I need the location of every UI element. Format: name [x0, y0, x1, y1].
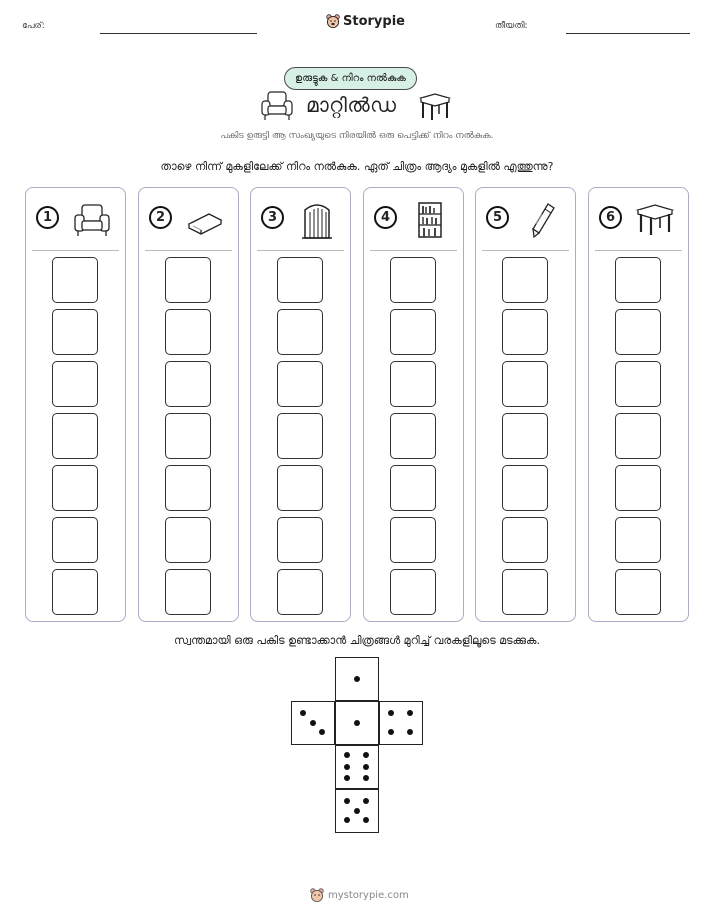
color-box[interactable]: [390, 413, 436, 459]
bear-icon: [326, 14, 340, 29]
column-number: 4: [374, 206, 397, 229]
color-box[interactable]: [502, 569, 548, 615]
stool-icon: [635, 200, 675, 240]
pencil-icon: [522, 200, 562, 240]
dice-face-5: [335, 789, 379, 833]
dice-pip: [344, 775, 350, 781]
footer-url[interactable]: mystorypie.com: [328, 890, 409, 901]
column-number: 5: [486, 206, 509, 229]
activity-tag: ഉരുട്ടുക & നിറം നൽകുക: [284, 67, 417, 90]
color-box[interactable]: [390, 569, 436, 615]
color-box[interactable]: [165, 309, 211, 355]
color-box[interactable]: [615, 465, 661, 511]
color-box[interactable]: [502, 413, 548, 459]
color-box[interactable]: [52, 361, 98, 407]
column-number: 3: [261, 206, 284, 229]
color-box[interactable]: [390, 257, 436, 303]
color-box[interactable]: [277, 517, 323, 563]
dice-pip: [388, 729, 394, 735]
color-box[interactable]: [390, 465, 436, 511]
column-number: 2: [149, 206, 172, 229]
bear-icon: [310, 888, 324, 903]
dice-pip: [388, 710, 394, 716]
stool-icon: [418, 92, 452, 122]
dice-pip: [344, 764, 350, 770]
color-box[interactable]: [52, 569, 98, 615]
column-divider: [595, 250, 682, 251]
column-divider: [32, 250, 119, 251]
color-box[interactable]: [390, 309, 436, 355]
color-box[interactable]: [502, 465, 548, 511]
color-box[interactable]: [277, 257, 323, 303]
dice-face-4: [379, 701, 423, 745]
color-box[interactable]: [52, 517, 98, 563]
color-box[interactable]: [615, 517, 661, 563]
dice-pip: [363, 798, 369, 804]
column-4: [363, 187, 464, 622]
date-label: തീയതി:: [495, 21, 528, 31]
color-box[interactable]: [615, 361, 661, 407]
question: താഴെ നിന്ന് മുകളിലേക്ക് നിറം നൽകുക. ഏത് ചിത്രം ആദ്യം മുകളിൽ എത്തുന്നു?: [160, 160, 554, 173]
column-1: [25, 187, 126, 622]
column-3: [250, 187, 351, 622]
color-box[interactable]: [277, 361, 323, 407]
color-box[interactable]: [390, 517, 436, 563]
dice-pip: [344, 752, 350, 758]
dice-pip: [354, 720, 360, 726]
column-divider: [257, 250, 344, 251]
brand-logo: [326, 14, 405, 29]
dice-pip: [344, 817, 350, 823]
color-box[interactable]: [52, 413, 98, 459]
door-icon: [297, 200, 337, 240]
column-5: [475, 187, 576, 622]
page-title: മാറ്റിൽഡ: [306, 93, 397, 117]
color-box[interactable]: [502, 309, 548, 355]
color-box[interactable]: [615, 413, 661, 459]
color-box[interactable]: [277, 413, 323, 459]
color-box[interactable]: [277, 465, 323, 511]
dice-pip: [344, 798, 350, 804]
book-icon: [185, 200, 225, 240]
dice-face-3: [291, 701, 335, 745]
dice-face-1: [335, 701, 379, 745]
color-box[interactable]: [615, 569, 661, 615]
color-box[interactable]: [52, 257, 98, 303]
dice-pip: [354, 676, 360, 682]
color-box[interactable]: [615, 257, 661, 303]
dice-pip: [363, 764, 369, 770]
dice-pip: [300, 710, 306, 716]
color-box[interactable]: [165, 517, 211, 563]
dice-face-1: [335, 657, 379, 701]
dice-pip: [407, 729, 413, 735]
dice-instruction: സ്വന്തമായി ഒരു പകിട ഉണ്ടാക്കാൻ ചിത്രങ്ങൾ മുറിച്ച് വരകളിലൂടെ മടക്കുക.: [174, 634, 540, 647]
dice-pip: [354, 808, 360, 814]
color-box[interactable]: [165, 361, 211, 407]
dice-face-6: [335, 745, 379, 789]
name-line[interactable]: [100, 33, 257, 34]
color-box[interactable]: [502, 257, 548, 303]
dice-pip: [363, 817, 369, 823]
brand-name: Storypie: [343, 14, 405, 29]
color-box[interactable]: [165, 569, 211, 615]
color-box[interactable]: [165, 465, 211, 511]
color-box[interactable]: [165, 413, 211, 459]
column-6: [588, 187, 689, 622]
column-divider: [145, 250, 232, 251]
column-number: 1: [36, 206, 59, 229]
bookshelf-icon: [410, 200, 450, 240]
armchair-icon: [72, 200, 112, 240]
color-box[interactable]: [277, 309, 323, 355]
color-box[interactable]: [390, 361, 436, 407]
column-2: [138, 187, 239, 622]
color-box[interactable]: [52, 309, 98, 355]
subtitle: പകിട ഉരുട്ടി ആ സംഖ്യയുടെ നിരയിൽ ഒരു പെട്ടിക്ക് നിറം നൽകുക.: [220, 131, 494, 141]
color-box[interactable]: [165, 257, 211, 303]
dice-pip: [363, 775, 369, 781]
date-line[interactable]: [566, 33, 690, 34]
dice-pip: [407, 710, 413, 716]
color-box[interactable]: [502, 517, 548, 563]
armchair-icon: [260, 89, 294, 123]
dice-pip: [310, 720, 316, 726]
column-number: 6: [599, 206, 622, 229]
footer: [310, 888, 409, 903]
color-box[interactable]: [615, 309, 661, 355]
color-box[interactable]: [277, 569, 323, 615]
column-divider: [370, 250, 457, 251]
name-label: പേര്:: [22, 21, 45, 31]
color-box[interactable]: [52, 465, 98, 511]
dice-pip: [363, 752, 369, 758]
column-divider: [482, 250, 569, 251]
dice-pip: [319, 729, 325, 735]
color-box[interactable]: [502, 361, 548, 407]
